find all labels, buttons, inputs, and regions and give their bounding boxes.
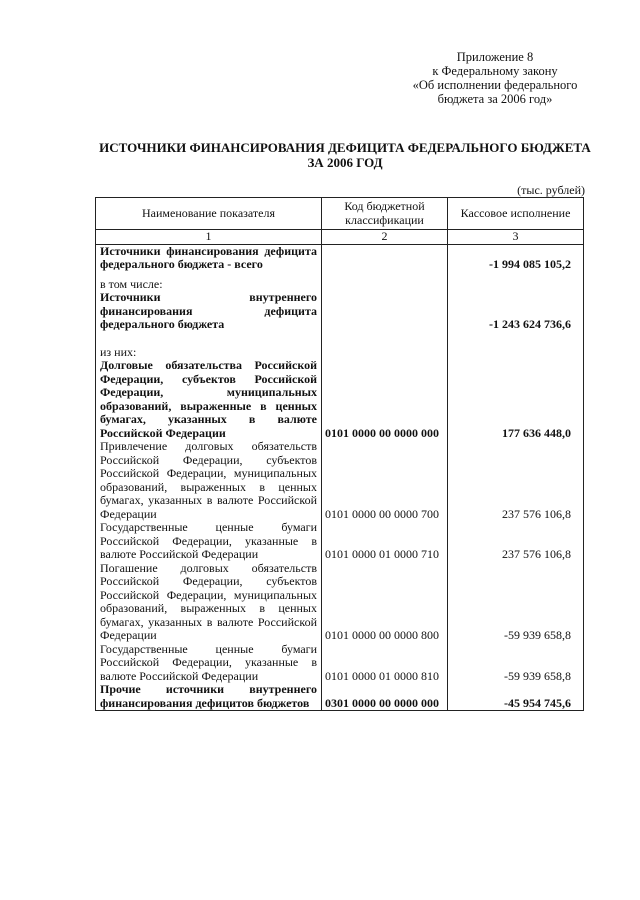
appendix-line: к Федеральному закону: [432, 64, 558, 78]
table-row: [96, 440, 584, 521]
row-value: -45 954 745,6: [448, 683, 584, 711]
row-name: в том числе:: [96, 272, 322, 292]
financing-table: [95, 197, 584, 711]
header-cash-execution: Кассовое исполнение: [448, 198, 584, 230]
row-code: [322, 332, 448, 360]
row-code: 0101 0000 00 0000 700: [322, 440, 448, 521]
appendix-note: [405, 50, 585, 106]
row-name: Государственные ценные бумаги Российской Федерации, указанные в валюте Российской Федерации: [96, 521, 322, 562]
column-number-row: [96, 230, 584, 245]
row-name: Привлечение долговых обязательств Российской Федерации, субъектов Российской Федерации, муниципальных образований, выраженных в ценных бумагах, указанных в валюте Российской Федерации: [96, 440, 322, 521]
row-code: 0101 0000 00 0000 000: [322, 359, 448, 440]
column-number: 3: [448, 230, 584, 245]
row-value: -59 939 658,8: [448, 562, 584, 643]
appendix-line: бюджета за 2006 год»: [437, 92, 553, 106]
table-row: [96, 643, 584, 684]
table-row: [96, 562, 584, 643]
row-value: 237 576 106,8: [448, 440, 584, 521]
row-value: [448, 272, 584, 292]
row-value: -1 994 085 105,2: [448, 244, 584, 272]
row-value: -1 243 624 736,6: [448, 291, 584, 332]
column-number: 1: [96, 230, 322, 245]
row-name: Государственные ценные бумаги Российской Федерации, указанные в валюте Российской Федерации: [96, 643, 322, 684]
table-row: [96, 244, 584, 272]
row-value: -59 939 658,8: [448, 643, 584, 684]
document-title: [95, 140, 595, 170]
units-label: (тыс. рублей): [517, 183, 585, 197]
row-code: [322, 244, 448, 272]
title-line-2: ЗА 2006 ГОД: [307, 155, 383, 170]
appendix-line: Приложение 8: [456, 50, 534, 64]
row-value: [448, 332, 584, 360]
table-row: [96, 332, 584, 360]
table-row: [96, 272, 584, 292]
title-line-1: ИСТОЧНИКИ ФИНАНСИРОВАНИЯ ДЕФИЦИТА ФЕДЕРАЛЬНОГО БЮДЖЕТА: [99, 140, 591, 155]
row-value: 177 636 448,0: [448, 359, 584, 440]
table-row: [96, 683, 584, 711]
row-code: 0101 0000 00 0000 800: [322, 562, 448, 643]
row-name: из них:: [96, 332, 322, 360]
row-value: 237 576 106,8: [448, 521, 584, 562]
row-name: Долговые обязательства Российской Федерации, субъектов Российской Федерации, муниципальных образований, выраженные в ценных бумагах, указанных в валюте Российской Федерации: [96, 359, 322, 440]
table-row: [96, 291, 584, 332]
table-header-row: [96, 198, 584, 230]
header-indicator-name: Наименование показателя: [96, 198, 322, 230]
table-row: [96, 359, 584, 440]
row-code: 0101 0000 01 0000 710: [322, 521, 448, 562]
row-name: Прочие источники внутреннего финансирования дефицитов бюджетов: [96, 683, 322, 711]
appendix-line: «Об исполнении федерального: [412, 78, 578, 92]
row-name: Погашение долговых обязательств Российской Федерации, субъектов Российской Федерации, муниципальных образований, выраженных в ценных бумагах, указанных в валюте Российской Федерации: [96, 562, 322, 643]
row-code: 0101 0000 01 0000 810: [322, 643, 448, 684]
row-code: [322, 291, 448, 332]
column-number: 2: [322, 230, 448, 245]
header-budget-code: Код бюджетной классификации: [322, 198, 448, 230]
table-row: [96, 521, 584, 562]
row-code: [322, 272, 448, 292]
row-name: Источники внутреннего финансирования дефицита федерального бюджета: [96, 291, 322, 332]
row-code: 0301 0000 00 0000 000: [322, 683, 448, 711]
row-name: Источники финансирования дефицита федерального бюджета - всего: [96, 244, 322, 272]
